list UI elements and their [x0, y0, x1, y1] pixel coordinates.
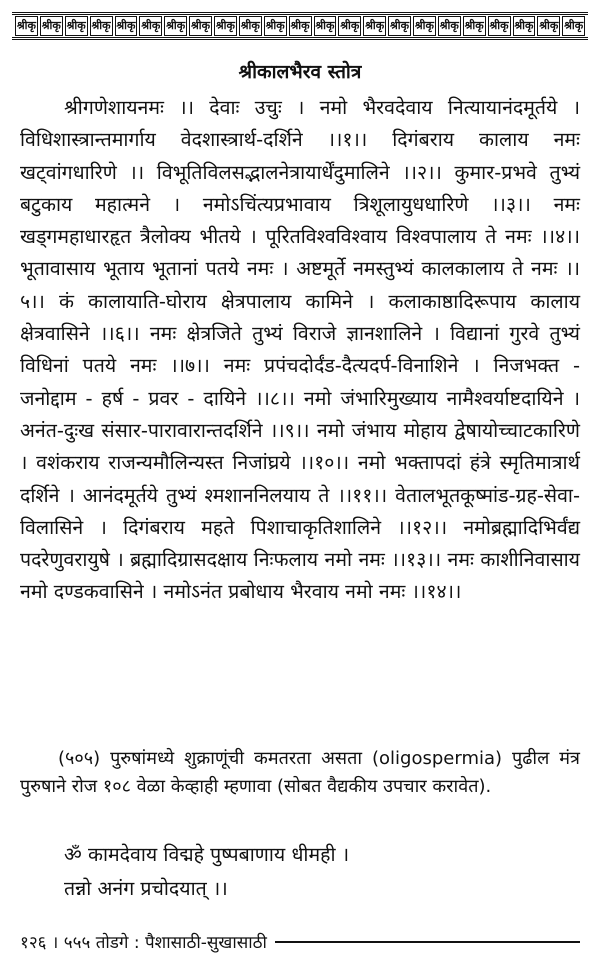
note-paragraph: (५०५) पुरुषांमध्ये शुक्राणूंची कमतरता असता (oligospermia) पुढील मंत्र पुरुषाने रोज १०८ वेळा केव्हाही म्हणावा (सोबत वैद्यकीय उपचार करावेत). — [20, 748, 580, 797]
footer-rule — [275, 941, 580, 943]
border-motif: श्रीकृ — [314, 16, 337, 36]
mantra-line: तन्नो अनंग प्रचोदयात् ।। — [64, 877, 228, 900]
border-motif: श्रीकृ — [139, 16, 162, 36]
border-motif: श्रीकृ — [562, 16, 585, 36]
border-motif: श्रीकृ — [189, 16, 212, 36]
border-motif: श्रीकृ — [214, 16, 237, 36]
border-motif: श्रीकृ — [363, 16, 386, 36]
page-title: श्रीकालभैरव स्तोत्र — [238, 61, 362, 83]
border-motif: श्रीकृ — [338, 16, 361, 36]
border-motif: श्रीकृ — [115, 16, 138, 36]
decorative-border — [12, 12, 588, 40]
border-motif: श्रीकृ — [264, 16, 287, 36]
mantra-block — [64, 838, 564, 906]
remedy-note — [20, 745, 580, 801]
border-motif: श्रीकृ — [289, 16, 312, 36]
border-motif: श्रीकृ — [90, 16, 113, 36]
border-motif: श्रीकृ — [513, 16, 536, 36]
border-motif: श्रीकृ — [438, 16, 461, 36]
border-motif: श्रीकृ — [164, 16, 187, 36]
mantra-line: ॐ कामदेवाय विद्महे पुष्पबाणाय धीमही । — [64, 843, 350, 866]
border-motif: श्रीकृ — [388, 16, 411, 36]
border-motif: श्रीकृ — [413, 16, 436, 36]
border-motif: श्रीकृ — [537, 16, 560, 36]
border-motif: श्रीकृ — [239, 16, 262, 36]
border-motif: श्रीकृ — [488, 16, 511, 36]
stotra-paragraph: श्रीगणेशायनमः ।। देवाः उचुः । नमो भैरवदेवाय नित्यायानंदमूर्तये । विधिशास्त्रान्तमार्गाय वेदशास्त्रार्थ-दर्शिने ।।१।। दिगंबराय कालाय नमः खट्वांगधारिणे ।। विभूतिविलसद्भालनेत्रायार्धेंदुमालिने ।।२।। कुमार-प्रभवे तुभ्यं बटुकाय महात्मने । नमोऽचिंत्यप्रभावाय त्रिशूलायुधधारिणे ।।३।। नमः खड्गमहाधारहृत त्रैलोक्य भीतये । पूरितविश्वविश्वाय विश्वपालाय ते नमः ।।४।। भूतावासाय भूताय भूतानां पतये नमः । अष्टमूर्ते नमस्तुभ्यं कालकालाय ते नमः ।।५।। कं कालायाति-घोराय क्षेत्रपालाय कामिने । कलाकाष्ठादिरूपाय कालाय क्षेत्रवासिने ।।६।। नमः क्षेत्रजिते तुभ्यं विराजे ज्ञानशालिने । विद्यानां गुरवे तुभ्यं विधिनां पतये नमः ।।७।। नमः प्रपंचदोर्दंड-दैत्यदर्प-विनाशिने । निजभक्त - जनोद्दाम - हर्ष - प्रवर - दायिने ।।८।। नमो जंभारिमुख्याय नामैश्वर्याष्टदायिने । अनंत-दुःख संसार-पारावारान्तदर्शिने ।।९।। नमो जंभाय मोहाय द्वेषायोच्चाटकारिणे । वशंकराय राजन्यमौलिन्यस्त निजांघ्रये ।।१०।। नमो भक्तापदां हंत्रे स्मृतिमात्रार्थ दर्शिने । आनंदमूर्तये तुभ्यं श्मशाननिलयाय ते ।।११।। वेतालभूतकूष्मांड-ग्रह-सेवा-विलासिने । दिगंबराय महते पिशाचाकृतिशालिने ।।१२।। नमोब्रह्मादिभिर्वंद्य पदरेणुवरायुषे । ब्रह्मादिग्रासदक्षाय निःफलाय नमो नमः ।।१३।। नमः काशीनिवासाय नमो दण्डकवासिने । नमोऽनंत प्रबोधाय भैरवाय नमो नमः ।।१४।। — [20, 96, 580, 604]
border-motif: श्रीकृ — [40, 16, 63, 36]
page-footer — [20, 930, 580, 953]
stotra-body — [20, 92, 580, 609]
border-motif: श्रीकृ — [15, 16, 38, 36]
border-motif: श्रीकृ — [65, 16, 88, 36]
border-motif: श्रीकृ — [463, 16, 486, 36]
footer-text: १२६ । ५५५ तोडगे : पैशासाठी-सुखासाठी — [20, 933, 267, 953]
